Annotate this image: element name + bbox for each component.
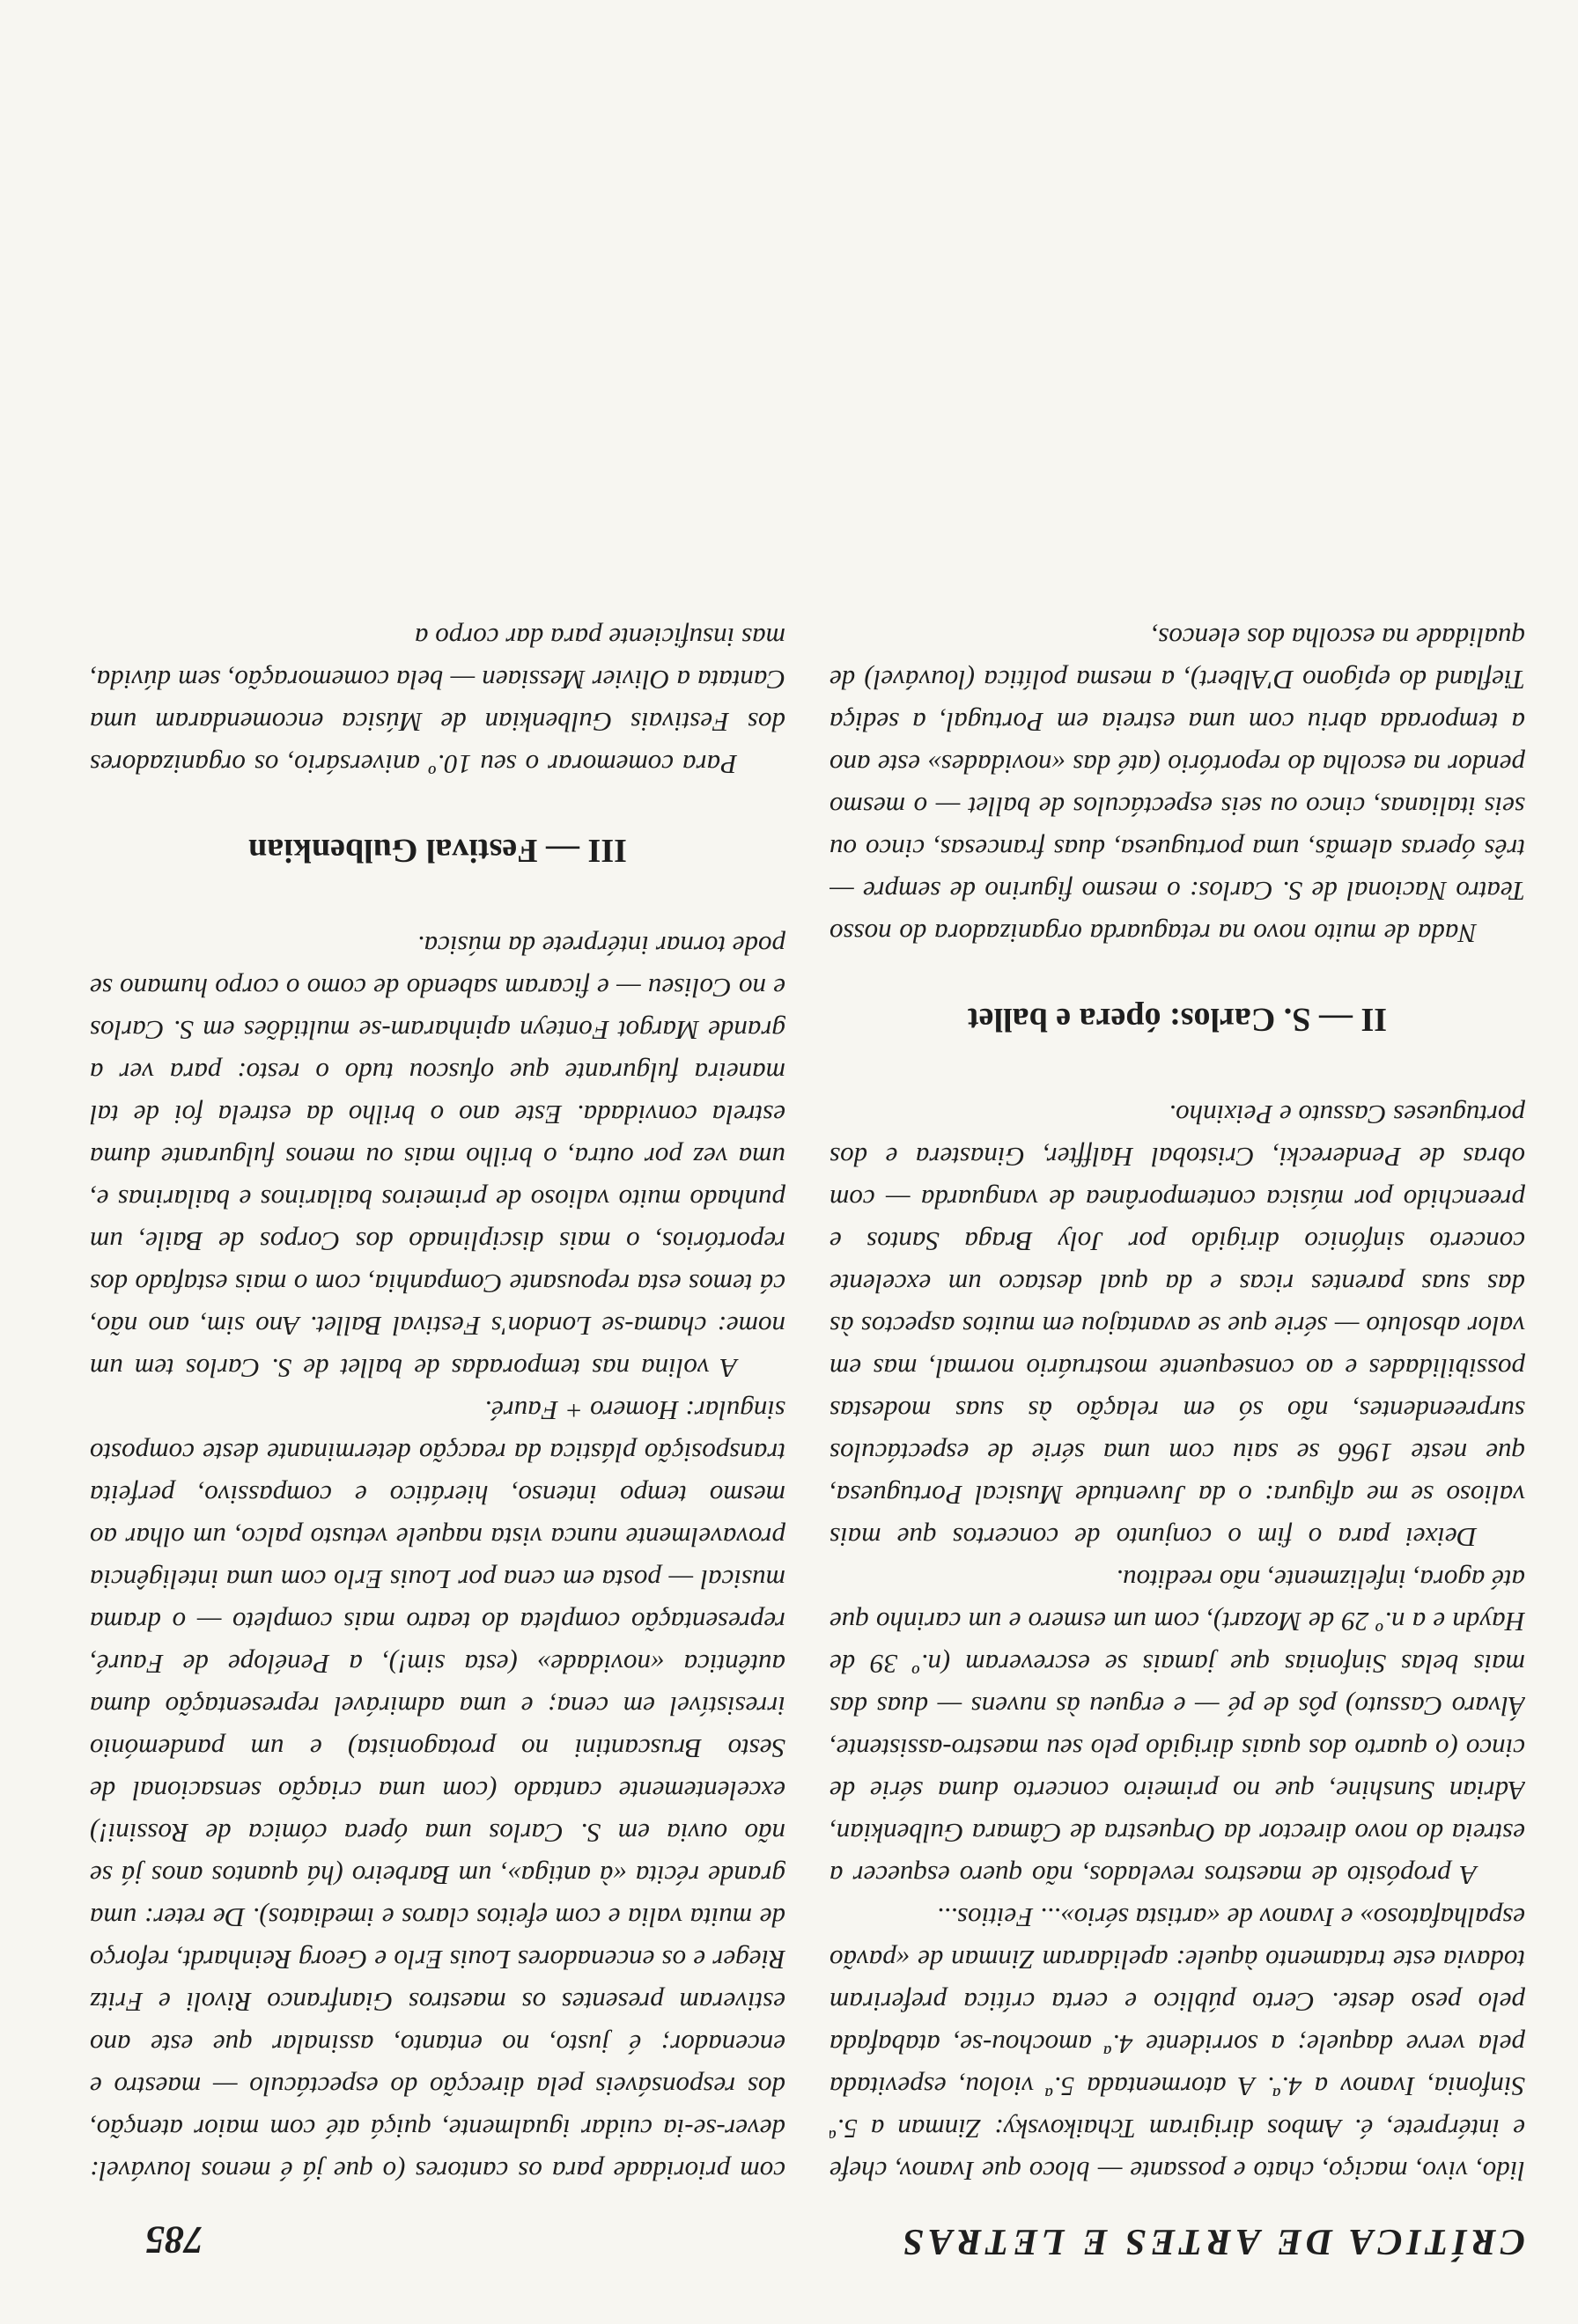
paragraph: lido, vivo, maciço, chato e possante — bloco que Ivanov, chefe e intérprete, é. Ambos dirigiram Tchaikovsky: Zinman a 5.ª Sinfonia, Ivanov a 4.ª. A atormentada 5.ª violou, espevitada pela verve daquele; a sorridente 4.ª amochou-se, atabafada pelo peso deste. Certo público e certa crítica preferiram todavia este tratamento àquele: apelidaram Zinman de «pavão espalhafatoso» e Ivanov de «artista sério»... Feitios... bbox=[830, 1902, 1525, 2187]
section-heading: II — S. Carlos: ópera e ballet bbox=[967, 1001, 1388, 1038]
page-number: 785 bbox=[145, 2218, 203, 2261]
paragraph: A propósito de maestros revelados, não quero esquecer a estreia do novo director da Orquestra de Câmara Gulbenkian, Adrian Sunshine, que no primeiro concerto duma série de cinco (o quarto dos quais dirigido pelo seu maestro-assistente, Álvaro Cassuto) pôs de pé — e ergueu às nuvens — duas das mais belas Sinfonias que jamais se escreveram (n.º 39 de Haydn e a n.º 29 de Mozart), com um esmero e um carinho que até agora, infelizmente, não reeditou. bbox=[830, 1564, 1525, 1891]
paragraph: com prioridade para os cantores (o que já é menos louvável: dever-se-ia cuidar igualmente, quiçá até com maior atenção, dos responsáveis pela direcção do espectáculo — maestro e encenador; é justo, no entanto, assinalar que este ano estiveram presentes os maestros Gianfranco Rivoli e Fritz Rieger e os encenadores Louis Erlo e Georg Reinhardt, reforço de muita valia e com efeitos claros e imediatos). De reter: uma grande récita «à antiga», um Barbeiro (há quantos anos já se não ouvia em S. Carlos uma ópera cómica de Rossini!) excelentemente cantado (com uma criação sensacional de Sesto Bruscantini no protagonista) e um pandemónio irresistível em cena; e uma admirável representação duma autêntica «novidade» (esta sim!), a Penélope de Fauré, representação completa do teatro mais completo — o drama musical — posta em cena por Louis Erlo com uma inteligência provavelmente nunca vista naquele vetusto palco, um olhar ao mesmo tempo intenso, hierático e compassivo, perfeita transposição plástica da reacção determinante deste composto singular: Homero + Fauré. bbox=[90, 1395, 785, 2187]
section-heading: III — Festival Gulbenkian bbox=[248, 832, 627, 869]
running-header bbox=[145, 2210, 1525, 2262]
paragraph: A volina nas temporadas de ballet de S. Carlos tem um nome: chama-se London's Festival Ballet. Ano sim, ano não, cá temos esta repousante Companhia, com o mais estafado dos reportórios, o mais disciplinado dos Corpos de Baile, um punhado muito valioso de primeiros bailarinos e bailarinas e, uma vez por outra, o brilho mais ou menos fulgurante duma estrela convidada. Este ano o brilho da estrela foi de tal maneira fulgurante que ofuscou tudo o resto: para ver a grande Margot Fonteyn apinharam-se multidões em S. Carlos e no Coliseu — e ficaram sabendo de como o corpo humano se pode tornar intérprete da música. bbox=[90, 930, 785, 1384]
paragraph: Nada de muito novo na retaguarda organizadora do nosso Teatro Nacional de S. Carlos: o mesmo figurino de sempre — três óperas alemãs, uma portuguesa, duas francesas, cinco ou seis italianas, cinco ou seis espectáculos de ballet — o mesmo pendor na escolha do reportório (até das «novidades» este ano a temporada abriu com uma estreia em Portugal, a sediça Tiefland do epígono D'Albert), a mesma política (louvável) de qualidade na escolha dos elencos, bbox=[830, 622, 1525, 949]
paragraph: Deixei para o fim o conjunto de concertos que mais valioso se me afigura: o da Juventude Musical Portuguesa, que neste 1966 se saiu com uma série de espectáculos surpreendentes, não só em relação às suas modestas possibilidades e ao consequente mostruário normal, mas em valor absoluto — série que se avantajou em muitos aspectos às das suas parentes ricas e da qual destaco um excelente concerto sinfónico dirigido por Joly Braga Santos e preenchido por música contemporânea de vanguarda — com obras de Penderecki, Cristobal Halffter, Ginastera e dos portugueses Cassuto e Peixinho. bbox=[830, 1099, 1525, 1553]
right-column bbox=[90, 97, 785, 2192]
left-column bbox=[830, 97, 1525, 2192]
paragraph: Para comemorar o seu 10.º aniversário, os organizadores dos Festivais Gulbenkian de Música encomendaram uma Cantata a Olivier Messiaen — bela comemoração, sem dúvida, mas insuficiente para dar corpo a bbox=[90, 622, 785, 780]
journal-title: CRÍTICA DE ARTES E LETRAS bbox=[898, 2221, 1525, 2261]
